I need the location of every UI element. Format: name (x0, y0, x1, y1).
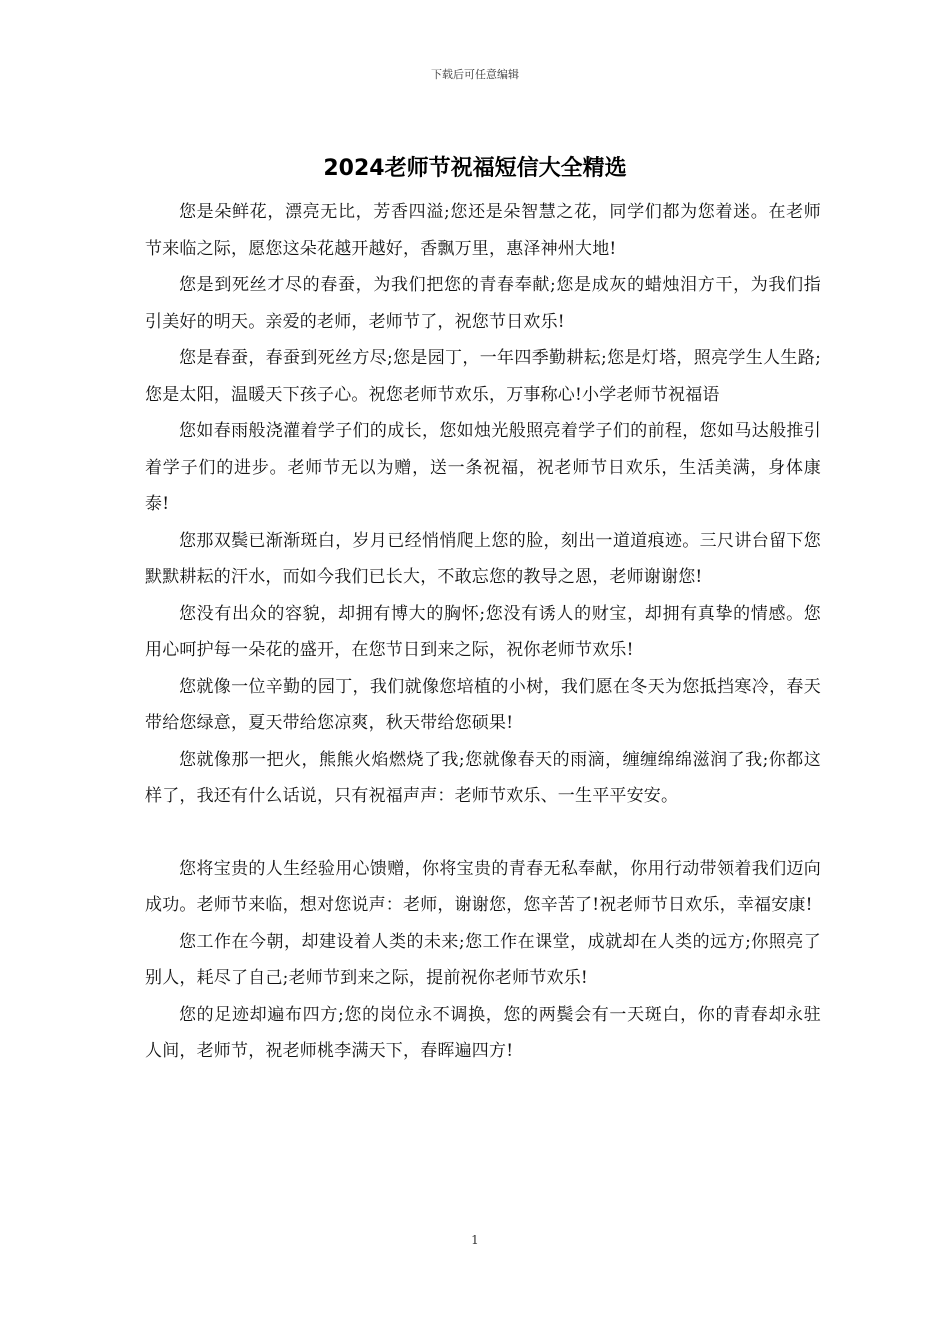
paragraph: 您工作在今朝，却建设着人类的未来;您工作在课堂，成就却在人类的远方;你照亮了别人，耗尽了自己;老师节到来之际，提前祝你老师节欢乐! (145, 931, 821, 988)
document-body (145, 194, 821, 1070)
paragraph: 您是到死丝才尽的春蚕，为我们把您的青春奉献;您是成灰的蜡烛泪方干，为我们指引美好的明天。亲爱的老师，老师节了，祝您节日欢乐! (145, 275, 821, 332)
paragraph: 您就像一位辛勤的园丁，我们就像您培植的小树，我们愿在冬天为您抵挡寒冷，春天带给您绿意，夏天带给您凉爽，秋天带给您硕果! (145, 676, 821, 733)
paragraph: 您那双鬓已渐渐斑白，岁月已经悄悄爬上您的脸，刻出一道道痕迹。三尺讲台留下您默默耕耘的汗水，而如今我们已长大，不敢忘您的教导之恩，老师谢谢您! (145, 530, 821, 587)
paragraph: 您是春蚕，春蚕到死丝方尽;您是园丁，一年四季勤耕耘;您是灯塔，照亮学生人生路;您是太阳，温暖天下孩子心。祝您老师节欢乐，万事称心!小学老师节祝福语 (145, 348, 821, 405)
document-title: 2024老师节祝福短信大全精选 (323, 156, 627, 181)
header-note: 下载后可任意编辑 (431, 68, 519, 81)
page-number: 1 (471, 1233, 479, 1247)
paragraph: 您就像那一把火，熊熊火焰燃烧了我;您就像春天的雨滴，缠缠绵绵滋润了我;你都这样了，我还有什么话说，只有祝福声声：老师节欢乐、一生平平安安。 (145, 749, 821, 806)
paragraph: 您将宝贵的人生经验用心馈赠，你将宝贵的青春无私奉献，你用行动带领着我们迈向成功。老师节来临，想对您说声：老师，谢谢您，您辛苦了!祝老师节日欢乐，幸福安康! (145, 858, 821, 915)
paragraph: 您的足迹却遍布四方;您的岗位永不调换，您的两鬓会有一天斑白，你的青春却永驻人间，老师节，祝老师桃李满天下，春晖遍四方! (145, 1004, 821, 1061)
paragraph: 您是朵鲜花，漂亮无比，芳香四溢;您还是朵智慧之花，同学们都为您着迷。在老师节来临之际，愿您这朵花越开越好，香飘万里，惠泽神州大地! (145, 202, 821, 259)
paragraph: 您没有出众的容貌，却拥有博大的胸怀;您没有诱人的财宝，却拥有真挚的情感。您用心呵护每一朵花的盛开，在您节日到来之际，祝你老师节欢乐! (145, 603, 821, 660)
paragraph: 您如春雨般浇灌着学子们的成长，您如烛光般照亮着学子们的前程，您如马达般推引着学子们的进步。老师节无以为赠，送一条祝福，祝老师节日欢乐，生活美满，身体康泰! (145, 421, 821, 514)
